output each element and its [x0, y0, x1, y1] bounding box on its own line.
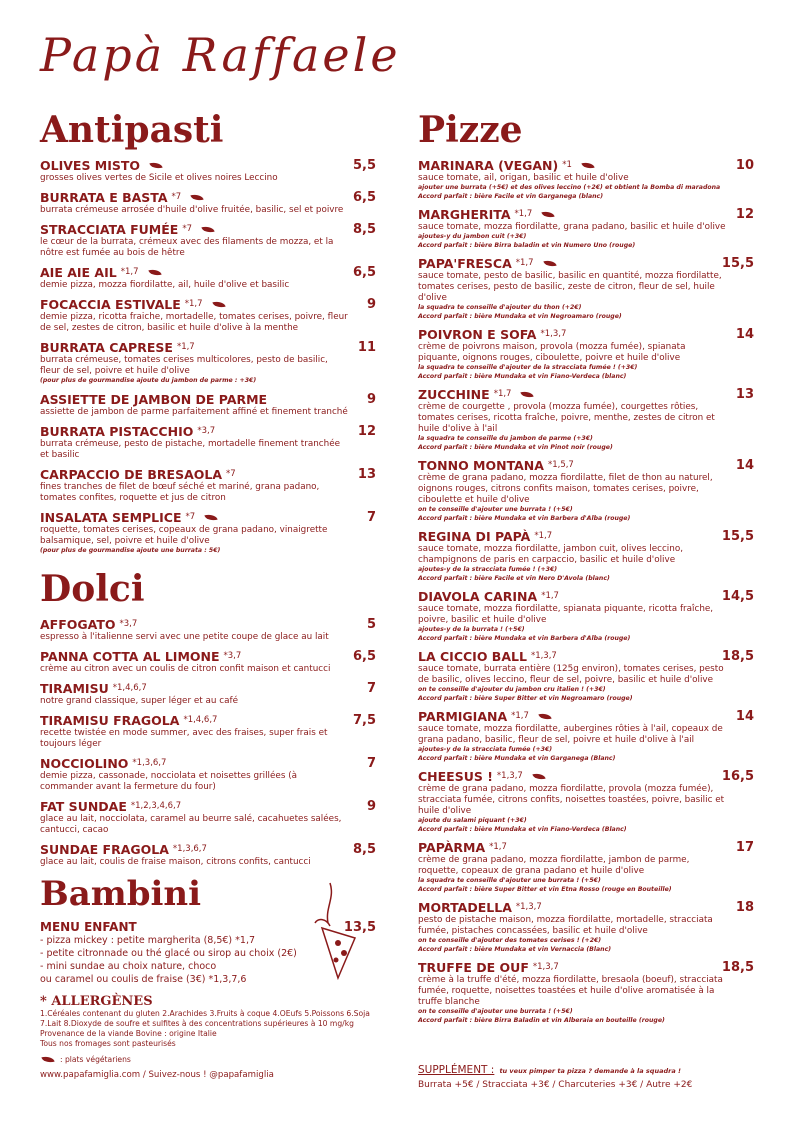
pizze-item — [418, 709, 754, 763]
pizze-item-note: on te conseille d'ajouter une burrata ! (+5€) — [418, 1008, 573, 1015]
pizze-item-note: Accord parfait : bière Mundaka et vin Fiano-Verdeca (Blanc) — [418, 825, 627, 833]
menu-enfant-line: - mini sundae au choix nature, choco — [40, 961, 217, 972]
pizze-item-name-row — [418, 649, 754, 664]
dolci-item-name: AFFOGATO — [40, 617, 116, 632]
pizze-item — [418, 840, 754, 894]
pizze-item-note: Accord parfait : bière Birra baladin et vin Numero Uno (rouge) — [418, 241, 636, 249]
antipasti-item-note: (pour plus de gourmandise ajoute une burrata : 5€) — [40, 546, 221, 554]
pizze-item-name: PAPA'FRESCA — [418, 256, 512, 271]
pizze-item-price: 14 — [735, 327, 754, 342]
pizze-item-name: TRUFFE DE OUF — [418, 960, 529, 975]
leaf-icon — [521, 390, 534, 399]
pizze-item-price: 18,5 — [721, 649, 754, 664]
pizze-item-desc: crème de poivrons maison, provola (mozza fumée), spianata piquante, oignons rouges, ciboulette, poivre et huile d'olive — [418, 342, 686, 363]
menu-enfant-line: ou caramel ou coulis de fraise (3€) *1,3,7,6 — [40, 974, 247, 985]
pizze-item-name: LA CICCIO BALL — [418, 649, 527, 664]
pizze-item-price: 18,5 — [721, 960, 754, 975]
pizze-item-note: ajoutes-y du jambon cuit (+3€) — [418, 233, 527, 240]
menu-enfant-line: - petite citronnade ou thé glacé ou sirop au choix (2€) — [40, 948, 297, 959]
menu-enfant-title: MENU ENFANT — [40, 920, 137, 934]
pizze-item-name: DIAVOLA CARINA — [418, 589, 538, 604]
leaf-icon — [201, 225, 214, 234]
dolci-item-name-row — [40, 681, 376, 696]
antipasti-item-price: 5,5 — [352, 158, 376, 173]
pizza-slice-icon — [300, 878, 370, 988]
antipasti-item-price: 11 — [357, 340, 376, 355]
dolci-item-name: TIRAMISU FRAGOLA — [40, 713, 180, 728]
pizze-item-allergens: *1,5,7 — [547, 460, 574, 470]
pizze-item-desc: sauce tomate, mozza fiordilatte, grana padano, basilic et huile d'olive — [418, 222, 726, 232]
pizze-item-name-row — [418, 529, 754, 544]
pizze-item-desc: sauce tomate, mozza fiordilatte, spianata piquante, ricotta fraîche, poivre, basilic et huile d'olive — [418, 604, 714, 625]
supplement-title: SUPPLÉMENT : — [418, 1064, 495, 1076]
pizze-item — [418, 900, 754, 954]
dolci-item-desc: glace au lait, coulis de fraise maison, citrons confits, cantucci — [40, 857, 311, 867]
antipasti-item-price: 6,5 — [352, 190, 376, 205]
vegetarian-legend-text: : plats végétariens — [60, 1055, 131, 1064]
dolci-item-desc: notre grand classique, super léger et au café — [40, 696, 239, 706]
dolci-item-allergens: *1,2,3,4,6,7 — [130, 801, 182, 811]
dolci-title: Dolci — [40, 568, 145, 610]
dolci-item-name-row — [40, 649, 376, 664]
dolci-item — [40, 617, 376, 643]
antipasti-item — [40, 467, 376, 504]
antipasti-item-desc: burrata crémeuse, tomates cerises multicolores, pesto de basilic, fleur de sel, poivre et huile d'olive — [40, 355, 328, 376]
pizze-item-note: Accord parfait : bière Facile et vin Nero D'Avola (blanc) — [418, 574, 610, 582]
pizze-item-desc: crème à la truffe d'été, mozza fiordilatte, bresaola (boeuf), stracciata fumée, roquette, noisettes toastées et huile d'olive aromatisée à la truffe blanche — [418, 975, 723, 1007]
antipasti-item-name-row — [40, 265, 376, 280]
antipasti-item-desc: assiette de jambon de parme parfaitement affiné et finement tranché — [40, 406, 348, 417]
dolci-item-price: 7 — [366, 681, 376, 696]
pizze-title: Pizze — [418, 109, 523, 151]
pizze-item-note: la squadra te conseille du jambon de parme (+3€) — [418, 435, 593, 442]
pizze-item — [418, 960, 754, 1025]
leaf-icon — [191, 193, 204, 202]
antipasti-item — [40, 297, 376, 334]
leaf-icon — [542, 210, 555, 219]
antipasti-item-desc: fines tranches de filet de bœuf séché et mariné, grana padano, tomates confites, roquette et jus de citron — [40, 481, 320, 503]
antipasti-item-desc: roquette, tomates cerises, copeaux de grana padano, vinaigrette balsamique, sel, poivre et huile d'olive — [40, 524, 328, 546]
antipasti-item-allergens: *1,7 — [176, 342, 195, 352]
right-column — [418, 110, 754, 1031]
pizze-item-note: Accord parfait : bière Super Bitter et vin Negroamaro (rouge) — [418, 694, 633, 702]
antipasti-item-name-row — [40, 510, 376, 525]
pizze-item-desc: crème de courgette , provola (mozza fumée), courgettes rôties, tomates cerises, ricotta fraîche, poivre, menthe, zestes de citron et huile d'olive à l'ail — [418, 402, 715, 434]
pizze-item — [418, 158, 754, 201]
pizze-item-name-row — [418, 960, 754, 975]
antipasti-item-name: ASSIETTE DE JAMBON DE PARME — [40, 391, 268, 407]
antipasti-item-desc: demie pizza, ricotta fraiche, mortadelle, tomates cerises, poivre, fleur de sel, zestes de citron, basilic et huile d'olive à la menthe — [40, 312, 348, 333]
dolci-item — [40, 713, 376, 750]
dolci-item-allergens: *3,7 — [119, 619, 138, 629]
pizze-item-name-row — [418, 709, 754, 724]
pizze-item-allergens: *1,7 — [511, 711, 529, 721]
pizze-item-price: 13 — [735, 387, 754, 402]
pizze-item-note: la squadra te conseille d'ajouter du thon (+2€) — [418, 304, 582, 311]
pizze-item-note: Accord parfait : bière Birra Baladin et vin Alberaia en bouteille (rouge) — [418, 1016, 665, 1024]
antipasti-item — [40, 265, 376, 291]
pizze-item-name-row — [418, 158, 754, 173]
antipasti-item-name-row — [40, 424, 376, 439]
pizze-item-desc: crème de grana padano, mozza fiordilatte, filet de thon au naturel, oignons rouges, citrons confits maison, tomates cerises, poivre, ciboulette et huile d'olive — [418, 473, 713, 505]
pizze-item-name-row — [418, 458, 754, 473]
antipasti-item-name: BURRATA PISTACCHIO — [40, 423, 194, 439]
pizze-item-name: MORTADELLA — [418, 900, 512, 915]
pizze-item-name: MARINARA (VEGAN) — [418, 158, 559, 173]
pizze-item-desc: pesto de pistache maison, mozza fiordilatte, mortadelle, stracciata fumée, pistaches concassées, basilic et huile d'olive — [418, 915, 713, 936]
antipasti-item-name-row — [40, 340, 376, 355]
dolci-item-price: 7 — [366, 756, 376, 771]
dolci-item — [40, 681, 376, 707]
dolci-item-allergens: *3,7 — [223, 651, 242, 661]
antipasti-item-name: FOCACCIA ESTIVALE — [40, 297, 181, 312]
dolci-item-allergens: *1,4,6,7 — [112, 683, 147, 693]
dolci-item-name: FAT SUNDAE — [40, 799, 127, 814]
pizze-item — [418, 529, 754, 583]
pizze-item-name: POIVRON E SOFA — [418, 327, 537, 342]
dolci-item-desc: espresso à l'italienne servi avec une petite coupe de glace au lait — [40, 632, 329, 642]
dolci-item — [40, 756, 376, 793]
pizze-item — [418, 256, 754, 321]
antipasti-item-name: INSALATA SEMPLICE — [40, 509, 182, 525]
dolci-item — [40, 842, 376, 868]
antipasti-item-allergens: *7 — [226, 468, 236, 479]
pizze-item-name-row — [418, 769, 754, 784]
pizze-item-note: ajouter une burrata (+5€) et des olives leccino (+2€) et obtient la Bomba di maradona — [418, 184, 721, 191]
pizze-item-price: 10 — [735, 158, 754, 173]
antipasti-item-name: OLIVES MISTO — [40, 158, 141, 173]
antipasti-item-name-row — [40, 158, 376, 173]
antipasti-item-price: 9 — [366, 391, 376, 407]
dolci-item-name-row — [40, 799, 376, 814]
antipasti-item-allergens: *1,7 — [120, 267, 139, 277]
antipasti-item-name-row — [40, 467, 376, 482]
antipasti-item-name-row — [40, 222, 376, 237]
pizze-item-name: MARGHERITA — [418, 207, 511, 222]
pizze-item — [418, 769, 754, 834]
pizze-item-allergens: *1,7 — [534, 531, 553, 541]
pizze-item-note: on te conseille d'ajouter une burrata ! (+5€) — [418, 506, 573, 513]
antipasti-item — [40, 340, 376, 386]
pizze-list — [418, 158, 754, 1025]
antipasti-item — [40, 190, 376, 216]
leaf-icon — [149, 161, 162, 170]
antipasti-item-desc: grosses olives vertes de Sicile et olives noires Leccino — [40, 173, 278, 183]
antipasti-item-name: BURRATA CAPRESE — [40, 340, 173, 355]
antipasti-item-allergens: *3,7 — [197, 425, 216, 436]
pizze-item-note: Accord parfait : bière Mundaka et vin Barbera d'Alba (rouge) — [418, 634, 631, 642]
pizze-item-note: Accord parfait : bière Mundaka et vin Vernaccia (Blanc) — [418, 945, 612, 953]
antipasti-item — [40, 424, 376, 461]
dolci-item-name: PANNA COTTA AL LIMONE — [40, 649, 220, 664]
dolci-list — [40, 617, 376, 868]
antipasti-item-name-row — [40, 297, 376, 312]
pizze-item-allergens: *1 — [562, 160, 572, 170]
dolci-item — [40, 799, 376, 836]
pizze-item-name-row — [418, 327, 754, 342]
antipasti-item-price: 13 — [357, 466, 376, 482]
antipasti-item-price: 7 — [366, 509, 376, 525]
dolci-item-name-row — [40, 756, 376, 771]
antipasti-item-desc: burrata crémeuse arrosée d'huile d'olive fruitée, basilic, sel et poivre — [40, 205, 344, 215]
pizze-item-name-row — [418, 256, 754, 271]
pizze-item-desc: crème de grana padano, mozza fiordilatte, provola (mozza fumée), stracciata fumée, citrons confits, noisettes toastées, poivre, basilic et huile d'olive — [418, 784, 725, 816]
antipasti-item — [40, 510, 376, 556]
allergenes-line: 1.Céréales contenant du gluten 2.Arachides 3.Fruits à coque 4.OEufs 5.Poissons 6.Soja — [40, 1009, 370, 1018]
pizze-item-allergens: *1,3,7 — [515, 902, 542, 912]
pizze-item-allergens: *1,7 — [515, 258, 534, 268]
leaf-icon — [212, 300, 225, 309]
pizze-item-price: 14,5 — [721, 589, 754, 604]
pizze-item — [418, 207, 754, 250]
antipasti-title: Antipasti — [40, 109, 224, 151]
pizze-item-desc: sauce tomate, burrata entière (125g environ), tomates cerises, pesto de basilic, olives leccino, fleur de sel, poivre, basilic et huile d'olive — [418, 664, 724, 685]
antipasti-item-name: CARPACCIO DE BRESAOLA — [40, 466, 223, 482]
leaf-icon — [543, 259, 556, 268]
antipasti-item-name: AIE AIE AIL — [40, 265, 117, 280]
pizze-item-name-row — [418, 900, 754, 915]
pizze-item-note: ajoutes-y de la burrata ! (+5€) — [418, 626, 525, 633]
antipasti-item-note: (pour plus de gourmandise ajoute du jambon de parme : +3€) — [40, 377, 257, 384]
dolci-item-name-row — [40, 842, 376, 857]
dolci-item-price: 6,5 — [352, 649, 376, 664]
dolci-item-desc: demie pizza, cassonade, nocciolata et noisettes grillées (à commander avant la fermeture du four) — [40, 771, 298, 792]
leaf-icon — [148, 268, 161, 277]
antipasti-item — [40, 158, 376, 184]
dolci-item-allergens: *1,3,6,7 — [132, 758, 167, 768]
dolci-item — [40, 649, 376, 675]
antipasti-item-price: 12 — [357, 423, 376, 439]
antipasti-item-name-row — [40, 392, 376, 407]
pizze-item-allergens: *1,7 — [489, 842, 507, 852]
pizze-item-allergens: *1,3,7 — [530, 651, 557, 661]
dolci-item-allergens: *1,4,6,7 — [183, 715, 218, 725]
pizze-item-allergens: *1,7 — [493, 389, 512, 399]
pizze-item-price: 17 — [735, 840, 754, 855]
pizze-item-note: Accord parfait : bière Super Bitter et vin Etna Rosso (rouge en Bouteille) — [418, 885, 672, 893]
leaf-icon — [205, 512, 218, 521]
antipasti-item-price: 8,5 — [352, 222, 376, 237]
pizze-item-name: CHEESUS ! — [418, 769, 493, 784]
antipasti-item-price: 6,5 — [352, 265, 376, 280]
allergenes-line: Tous nos fromages sont pasteurisés — [40, 1039, 176, 1048]
dolci-item-name: SUNDAE FRAGOLA — [40, 842, 169, 857]
antipasti-item — [40, 222, 376, 259]
antipasti-item-desc: demie pizza, mozza fiordilatte, ail, huile d'olive et basilic — [40, 280, 290, 290]
supplement-line: Burrata +5€ / Stracciata +3€ / Charcuteries +3€ / Autre +2€ — [418, 1080, 693, 1090]
leaf-icon — [532, 772, 545, 781]
pizze-item-desc: sauce tomate, mozza fiordilatte, aubergines rôties à l'ail, copeaux de grana padano, basilic, fleur de sel, poivre et huile d'olive à l'ail — [418, 724, 723, 745]
website-link[interactable]: www.papafamiglia.com / Suivez-nous ! @papafamiglia — [40, 1070, 274, 1080]
antipasti-list — [40, 158, 376, 555]
antipasti-item-allergens: *7 — [182, 224, 192, 234]
antipasti-item-desc: le cœur de la burrata, crémeux avec des filaments de mozza, et la nôtre est fumée au bois de hêtre — [40, 237, 334, 258]
vegetarian-legend — [40, 1055, 376, 1064]
dolci-item-allergens: *1,3,6,7 — [172, 844, 207, 854]
allergenes-line: 7.Lait 8.Dioxyde de soufre et sulfites à des concentrations supérieures à 10 mg/kg — [40, 1019, 354, 1028]
pizze-item-note: on te conseille d'ajouter des tomates cerises ! (+2€) — [418, 937, 602, 944]
pizze-item-note: Accord parfait : bière Mundaka et vin Garganega (Blanc) — [418, 754, 616, 762]
pizze-item-price: 15,5 — [721, 529, 754, 544]
pizze-item-note: ajoutes-y de la stracciata fumée ! (+3€) — [418, 566, 558, 573]
pizze-item-price: 12 — [735, 207, 754, 222]
dolci-item-name-row — [40, 617, 376, 632]
dolci-item-price: 5 — [366, 617, 376, 632]
pizze-item-price: 18 — [735, 900, 754, 915]
dolci-item-price: 8,5 — [352, 842, 376, 857]
pizze-item-note: ajoute du salami piquant (+3€) — [418, 817, 527, 824]
antipasti-item-allergens: *7 — [185, 511, 196, 522]
dolci-item-name: NOCCIOLINO — [40, 756, 129, 771]
menu-enfant-price: 13,5 — [343, 920, 376, 935]
pizze-item-name-row — [418, 840, 754, 855]
pizze-item — [418, 327, 754, 381]
menu-enfant-line: - pizza mickey : petite margherita (8,5€) *1,7 — [40, 935, 256, 946]
bambini-title: Bambini — [40, 874, 202, 914]
pizze-item-note: Accord parfait : bière Mundaka et vin Fiano-Verdeca (blanc) — [418, 372, 627, 380]
pizze-item-allergens: *1,3,7 — [540, 329, 567, 339]
antipasti-item — [40, 392, 376, 418]
dolci-item-price: 9 — [366, 799, 376, 814]
allergenes-text — [40, 1009, 376, 1049]
leaf-icon — [41, 1055, 54, 1064]
dolci-item-desc: recette twistée en mode summer, avec des fraises, super frais et toujours léger — [40, 728, 328, 749]
pizze-item-desc: sauce tomate, pesto de basilic, basilic en quantité, mozza fiordilatte, tomates cerises, pesto de basilic, zeste de citron, fleur de sel, huile d'olive — [418, 271, 722, 303]
antipasti-item-price: 9 — [366, 297, 376, 312]
pizze-item-name: PARMIGIANA — [418, 709, 508, 724]
pizze-item-name-row — [418, 589, 754, 604]
leaf-icon — [581, 161, 594, 170]
pizze-item-note: Accord parfait : bière Mundaka et vin Pinot noir (rouge) — [418, 443, 613, 451]
pizze-item-price: 14 — [735, 709, 754, 724]
pizze-item-desc: crème de grana padano, mozza fiordilatte, jambon de parme, roquette, copeaux de grana padano et huile d'olive — [418, 855, 690, 876]
pizze-item — [418, 649, 754, 703]
pizze-item-note: la squadra te conseille d'ajouter une burrata ! (+5€) — [418, 877, 601, 884]
antipasti-item-name: BURRATA E BASTA — [40, 190, 168, 205]
pizze-item-allergens: *1,7 — [514, 209, 533, 219]
dolci-item-name: TIRAMISU — [40, 681, 109, 696]
pizze-item-name: TONNO MONTANA — [418, 458, 544, 473]
allergenes-title: * ALLERGÈNES — [40, 994, 153, 1009]
pizze-item-price: 15,5 — [721, 256, 754, 271]
dolci-item-desc: crème au citron avec un coulis de citron confit maison et cantucci — [40, 664, 331, 674]
pizze-item — [418, 387, 754, 452]
pizze-item-name-row — [418, 207, 754, 222]
pizze-item-name: PAPÀRMA — [418, 840, 486, 855]
supplement-block — [418, 1058, 758, 1090]
pizze-item-price: 16,5 — [721, 769, 754, 784]
pizze-item-price: 14 — [735, 458, 754, 473]
pizze-item-desc: sauce tomate, mozza fiordilatte, jambon cuit, olives leccino, champignons de paris en carpaccio, basilic et huile d'olive — [418, 544, 683, 565]
pizze-item-note: ajoutes-y de la stracciata fumée (+3€) — [418, 746, 553, 753]
pizze-item-name-row — [418, 387, 754, 402]
pizze-item-note: Accord parfait : bière Mundaka et vin Barbera d'Alba (rouge) — [418, 514, 631, 522]
pizze-item-note: on te conseille d'ajouter du jambon cru italien ! (+3€) — [418, 686, 606, 693]
allergenes-line: Provenance de la viande Bovine : origine Italie — [40, 1029, 217, 1038]
pizze-item — [418, 458, 754, 523]
antipasti-item-allergens: *1,7 — [184, 299, 203, 309]
pizze-item-allergens: *1,3,7 — [532, 962, 559, 972]
pizze-item-allergens: *1,7 — [541, 591, 559, 601]
brand-logo: Papà Raffaele — [40, 28, 401, 82]
leaf-icon — [538, 712, 551, 721]
antipasti-item-name: STRACCIATA FUMÉE — [40, 222, 179, 237]
pizze-item-note: Accord parfait : bière Mundaka et vin Negroamaro (rouge) — [418, 312, 622, 320]
pizze-item-note: Accord parfait : bière Facile et vin Garganega (blanc) — [418, 192, 604, 200]
antipasti-item-desc: burrata crémeuse, pesto de pistache, mortadelle finement tranchée et basilic — [40, 438, 341, 460]
antipasti-item-name-row — [40, 190, 376, 205]
pizze-item-allergens: *1,3,7 — [496, 771, 523, 781]
supplement-note: tu veux pimper ta pizza ? demande à la squadra ! — [499, 1067, 681, 1075]
pizze-item — [418, 589, 754, 643]
pizze-item-name: REGINA DI PAPÀ — [418, 529, 531, 544]
pizze-item-desc: sauce tomate, ail, origan, basilic et huile d'olive — [418, 173, 629, 183]
pizze-item-note: la squadra te conseille d'ajouter de la stracciata fumée ! (+3€) — [418, 364, 638, 371]
dolci-item-price: 7,5 — [352, 713, 376, 728]
dolci-item-name-row — [40, 713, 376, 728]
pizze-item-name: ZUCCHINE — [418, 387, 490, 402]
antipasti-item-allergens: *7 — [171, 192, 182, 202]
dolci-item-desc: glace au lait, nocciolata, caramel au beurre salé, cacahuetes salées, cantucci, cacao — [40, 814, 342, 835]
